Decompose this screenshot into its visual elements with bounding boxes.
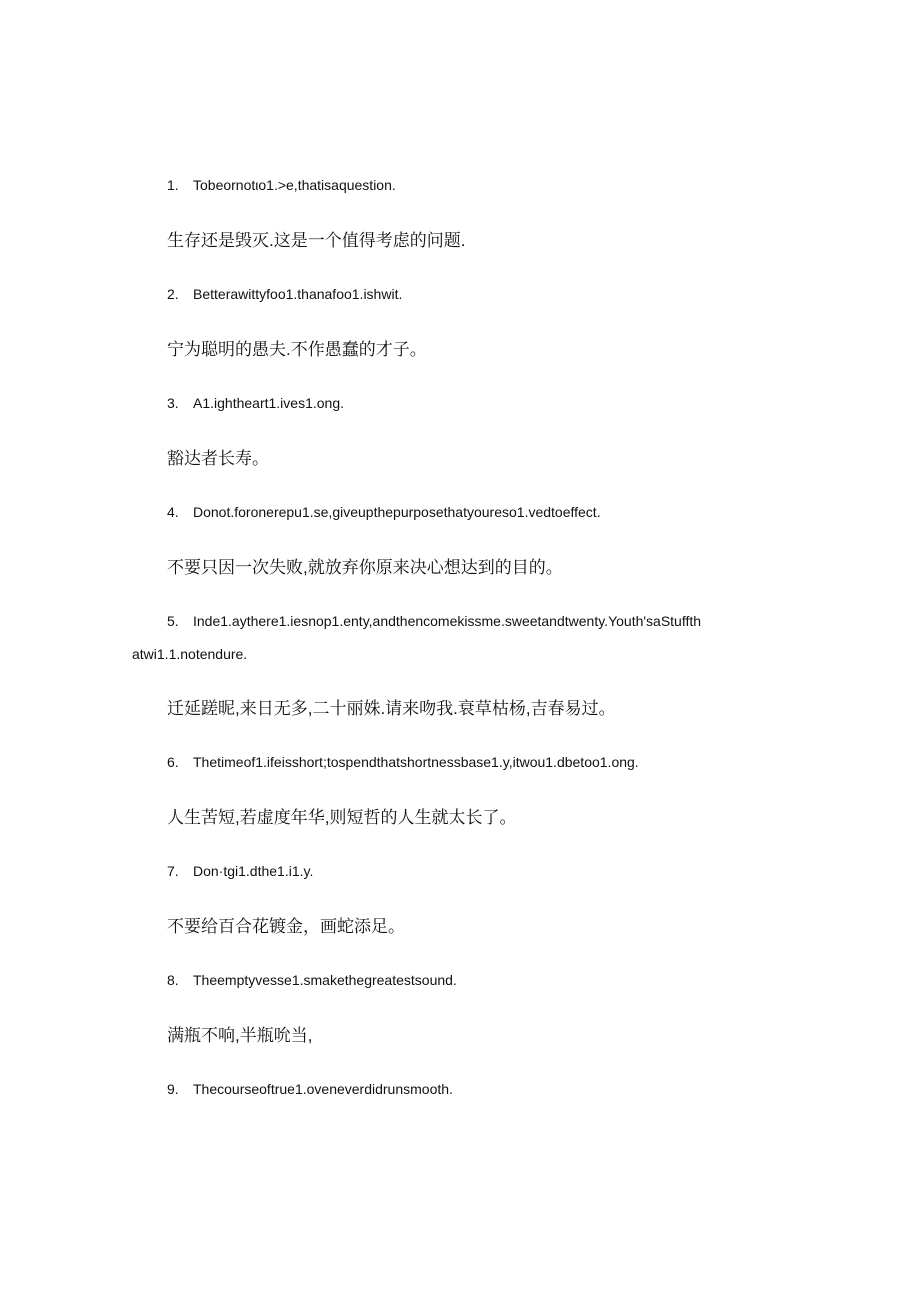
quote-7-translation: 不要给百合花镀金，画蛇添足。 — [167, 917, 405, 936]
quote-2-english — [167, 283, 402, 305]
quote-7-english — [167, 860, 313, 882]
quote-3-number: 3. — [167, 395, 179, 411]
quote-2-text: Betterawittyfoo1.thanafoo1.ishwit. — [193, 286, 403, 302]
quote-9-text: Thecourseoftrue1.oveneverdidrunsmooth. — [193, 1081, 453, 1097]
quote-6-text: Thetimeof1.ifeisshort;tospendthatshortnessbase1.y,itwou1.dbetoo1.ong. — [193, 754, 639, 770]
quote-1-english — [167, 174, 396, 196]
quote-1-text: Tobeornotιo1.>e,thatisaquestion. — [193, 177, 396, 193]
quote-5-text: Inde1.aythere1.iesnop1.enty,andthencomekissme.sweetandtwenty.Youth'saStuffth — [193, 613, 702, 629]
quote-4-translation: 不要只因一次失败,就放弃你原来决心想达到的目的。 — [167, 558, 563, 577]
quote-1-number: 1. — [167, 177, 179, 193]
quote-7-text: Don·tgi1.dthe1.i1.y. — [193, 863, 314, 879]
quote-8-english — [167, 969, 457, 991]
quote-4-text: Donot.foronerepu1.se,giveupthepurposethatyoureso1.vedtoeffect. — [193, 504, 601, 520]
quote-2-translation: 宁为聪明的愚夫.不作愚蠢的才子。 — [167, 340, 427, 359]
quote-5-number: 5. — [167, 613, 179, 629]
quote-2-number: 2. — [167, 286, 179, 302]
quote-1-translation: 生存还是毁灭.这是一个值得考虑的问题. — [167, 231, 466, 250]
quote-6-english — [167, 751, 639, 773]
quote-6-translation: 人生苦短,若虚度年华,则短哲的人生就太长了。 — [167, 808, 517, 827]
quote-5-english-continued: atwi1.1.notendure. — [132, 646, 248, 662]
quote-3-translation: 豁达者长寿。 — [167, 449, 269, 468]
quote-8-translation: 满瓶不响,半瓶吮当, — [167, 1026, 313, 1045]
quote-5-translation: 迁延蹉昵,来日无多,二十丽姝.请来吻我.衰草枯杨,吉春易过。 — [167, 699, 616, 718]
quote-8-number: 8. — [167, 972, 179, 988]
quote-4-english — [167, 501, 601, 523]
quote-7-number: 7. — [167, 863, 179, 879]
quote-3-english — [167, 392, 344, 414]
quote-8-text: Theemptyvesse1.smakethegreatestsound. — [193, 972, 457, 988]
quote-3-text: A1.ightheart1.ives1.ong. — [193, 395, 344, 411]
quote-9-number: 9. — [167, 1081, 179, 1097]
quote-9-english — [167, 1078, 453, 1100]
quote-4-number: 4. — [167, 504, 179, 520]
quote-5-english — [167, 610, 701, 632]
quote-6-number: 6. — [167, 754, 179, 770]
